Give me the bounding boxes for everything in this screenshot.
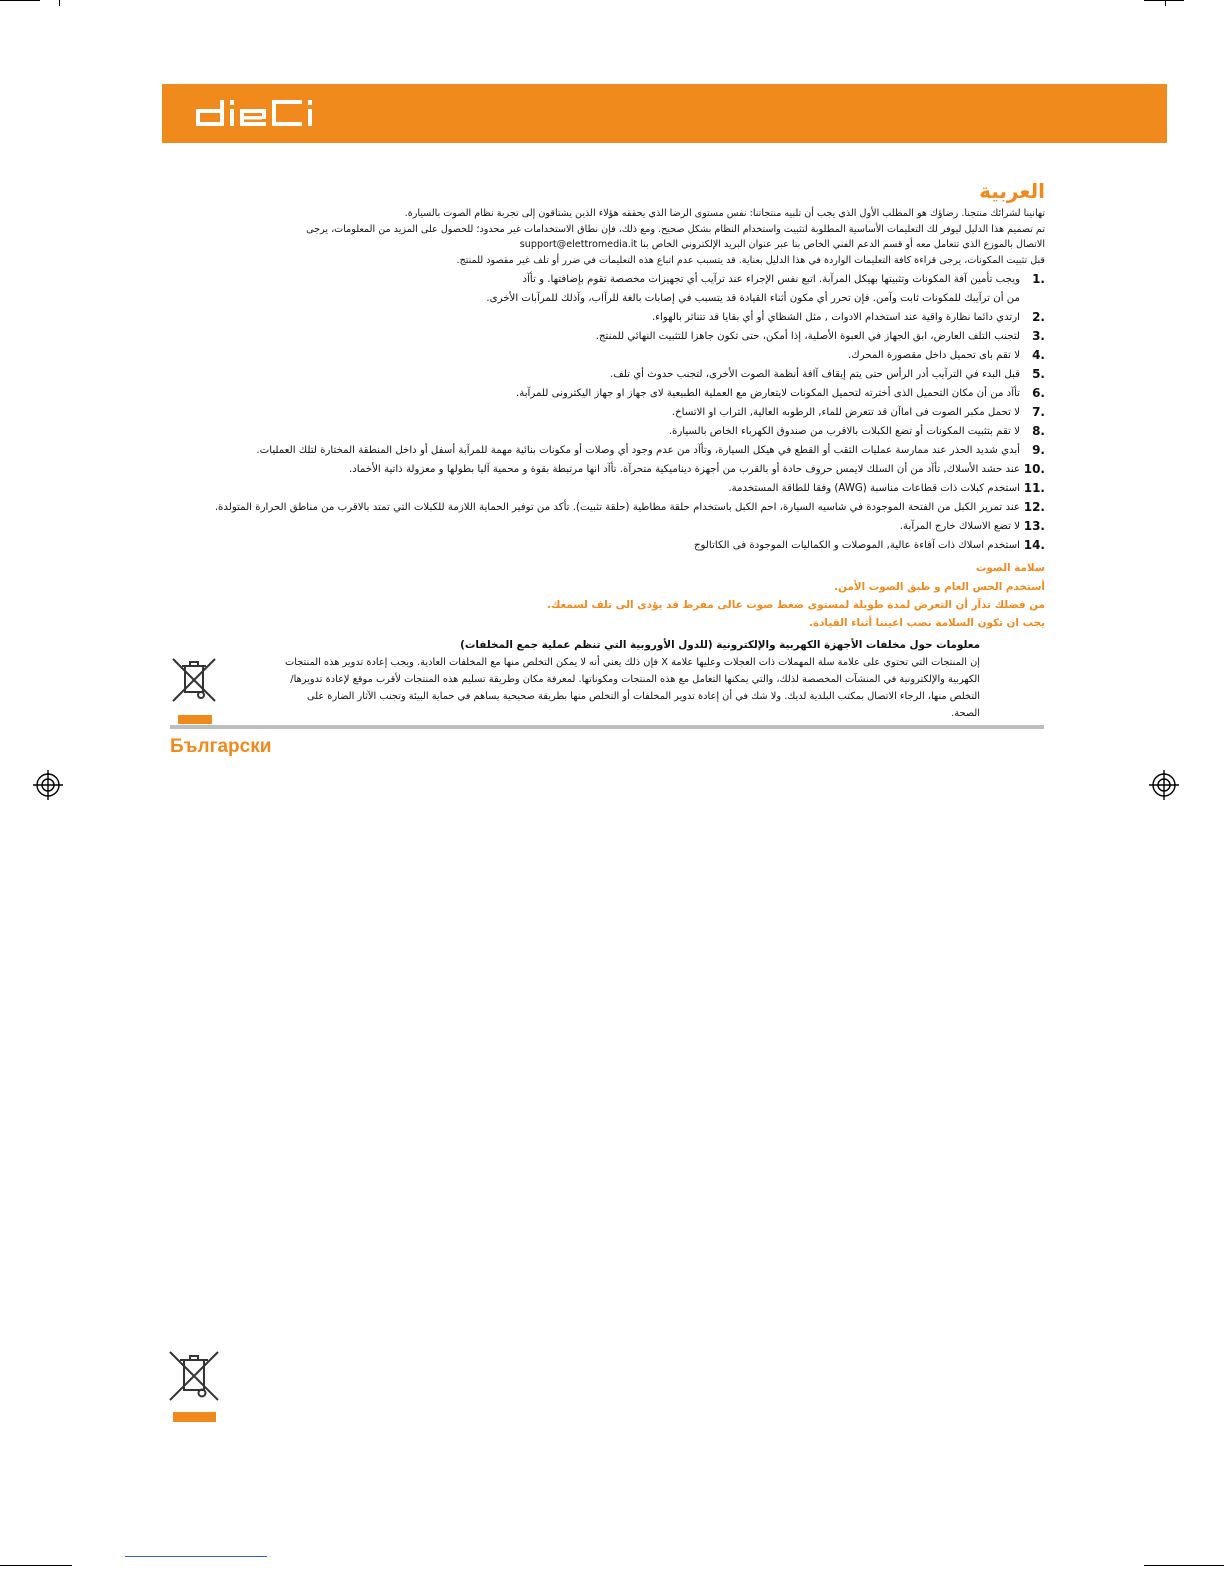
step-number: 2. [1032,310,1045,325]
crop-mark [1144,1565,1224,1566]
step-text: استخدم اسلاك ذات آفاءة عالية, الموصلات و الكماليات الموجودة فى الكاتالوج [693,540,1020,552]
list-item [170,460,1045,479]
step-text: عند حشد الأسلاك, تأآد من أن السلك لايمس حروف حادة أو بالقرب من أجهزة ديناميكية متحرآة. تأآد انها مرتبطة بقوة و محمية آليا بطولها و معزولة ذاتية الأخماد. [349,464,1020,476]
sound-safety-block [170,559,1045,632]
intro-line: قبل تثبيت المكونات، يرجى قراءة كافة التعليمات الواردة في هذا الدليل بعناية. قد يتسبب عدم اتباع هذه التعليمات في ضرر أو تلف غير مقصود للمنتج. [456,254,1045,266]
crossed-out-wheelie-bin-icon [168,1350,222,1424]
step-text: عند تمرير الكبل من الفتحة الموجودة في شاسيه السيارة، احم الكبل باستخدام حلقة مطاطية (حلقة تثبيت). تأكد من توفير الحماية اللازمة للكبلات التي تمتد بالاقرب من مناطق الحرارة المتولدة. [214,502,1020,514]
list-item [170,346,1045,365]
dieci-logo [196,98,328,128]
weee-line: الكهربية والإلكترونية في المنشآت المخصصة لذلك، والتي يمكنها التعامل مع هذه المنتجات ومكوناتها. لمعرفة مكان وطريقة تسليم هذه المنتجات لأقرب موقع لإعادة تدويرها/ [290,673,980,685]
intro-line: تم تصميم هذا الدليل ليوفر لك التعليمات الأساسية المطلوبة لتثبيت واستخدام النظام بشكل صحيح. ومع ذلك، فإن نطاق الاستخدامات غير محدود؛ للحصول على المزيد من المعلومات، يرجى [306,223,1045,235]
sound-safety-line: أستخدم الحس العام و طبق الصوت الأمن. [834,580,1045,593]
crossed-out-wheelie-bin-icon [170,655,220,727]
step-text: قبل البدء في الترآيب أدر الرأس حتى يتم إيقاف آافة أنظمة الصوت الأخرى، لتجنب حدوث أي تلف. [609,369,1020,381]
step-number: 11. [1023,481,1045,496]
step-number: 7. [1032,405,1045,420]
step-text: تأآد من أن مكان التحميل الذى أخترته لتحميل المكونات لايتعارض مع العملية الطبيعية لاى جهاز او جهاز اليكترونى للمرآبة. [516,388,1020,400]
crop-mark [1144,0,1184,1]
weee-line: التخلص منها، الرجاء الاتصال بمكتب البلدية لديك. ولا شك في أن إعادة تدوير المخلفات أو التخلص منها بطريقة صحيحية يساهم في حماية البيئة وتجنب الآثار الضارة على [306,690,980,702]
step-text: من أن ترآيبك للمكونات ثابت وآمن. فإن تحرر أي مكون أثناء القيادة قد يتسبب في إصابات بالغة للرآاب، وآذلك للمرآبات الأخرى. [486,293,1020,305]
step-number: 1. [1032,272,1045,287]
list-item [170,517,1045,536]
step-number: 12. [1023,500,1045,515]
footer-link-underline [125,1556,267,1557]
step-text: ويجب تأمين آفة المكونات وتثبيتها بهيكل المرآبة. اتبع نفس الإجراء عند ترآيب أي تجهيزات مخصصة تقوم بإضافتها. و تأآد [522,274,1020,286]
intro-paragraph [170,206,1045,268]
step-text: لا تحمل مكبر الصوت فى اماآن قد تتعرض للماء, الرطوبه العالية, التراب او الاتساخ. [671,407,1020,419]
list-item [170,479,1045,498]
step-number: 6. [1032,386,1045,401]
sound-safety-title: سلامة الصوت [975,562,1045,575]
intro-line: الاتصال بالموزع الذي تتعامل معه أو قسم الدعم الفني الخاص بنا عبر عنوان البريد الإلكتروني الخاص بنا support@elettromedia.it [519,239,1045,251]
list-item [170,403,1045,422]
weee-line: إن المنتجات التي تحتوي على علامة سلة المهملات ذات العجلات وعليها علامة X فإن ذلك يعني أنه لا يمكن التخلص منها مع المخلفات العادية. ويجب إعادة تدوير هذه المنتجات [285,656,980,668]
list-item [170,441,1045,460]
crop-mark [0,0,40,1]
list-item [170,327,1045,346]
crop-mark [1165,0,1166,6]
sound-safety-line: يجب ان تكون السلامة نصب اعيننا أثناء القيادة. [809,617,1045,630]
registration-mark-icon [1149,770,1179,800]
list-item [170,308,1045,327]
list-item [170,384,1045,403]
step-number: 14. [1023,538,1045,553]
list-item [170,422,1045,441]
list-item [170,270,1045,308]
step-number: 10. [1023,462,1045,477]
installation-steps-list [170,270,1045,555]
step-text: استخدم كبلات ذات قطاعات مناسبة (AWG) وفقا للطاقة المستخدمة. [728,483,1020,495]
step-number: 5. [1032,367,1045,382]
weee-info-block [170,637,1045,722]
list-item [170,536,1045,555]
section-title-arabic: العربية [979,179,1045,203]
step-text: أبدي شديد الحذر عند ممارسة عمليات الثقب أو القطع في هيكل السيارة، وتأآد من عدم وجود أي وصلات أو مكونات بنائية مهمة للمرآبة أسفل أو داخل المنطقة المختارة لتلك العمليات. [256,445,1020,457]
step-number: 3. [1032,329,1045,344]
sound-safety-line: من فضلك تذآر أن التعرض لمدة طويلة لمستوى ضغط صوت عالى مفرط قد يؤدى الى تلف لسمعك. [546,598,1045,611]
step-number: 4. [1032,348,1045,363]
step-number: 8. [1032,424,1045,439]
weee-line: الصحة. [951,707,980,719]
list-item [170,365,1045,384]
step-text: لا تقم بتثبيت المكونات أو تضع الكبلات بالاقرب من صندوق الكهرباء الخاص بالسيارة. [668,426,1020,438]
intro-line: تهانينا لشرائك منتجنا. رضاؤك هو المطلب الأول الذي يجب أن تلبيه منتجاتنا: نفس مستوى الرضا الذي يحققه هؤلاء الذين يشتاقون إلى تجربة نظام الصوت بالسيارة. [404,208,1045,219]
crop-mark [0,1565,72,1566]
step-number: 13. [1023,519,1045,534]
registration-mark-icon [33,770,63,800]
weee-heading: معلومات حول مخلفات الأجهزة الكهربية والإلكترونية (للدول الأوروبية التي تنظم عملية جمع المخلفات) [460,638,980,651]
section-divider [170,725,1044,729]
step-text: لتجنب التلف العارض، ابق الجهاز في العبوة الأصلية، إذا أمكن، حتى تكون جاهزا للتثبيت النهائي للمنتج. [595,331,1020,343]
arabic-section [170,178,1045,722]
step-text: لا تضع الاسلاك خارج المرآبة. [899,521,1020,533]
weee-body [170,654,1045,722]
step-text: ارتدي دائما نظارة واقية عند استخدام الادوات , مثل الشظاي أو أي بقايا قد تتناثر بالهواء. [651,312,1020,324]
step-text: لا تقم باى تحميل داخل مقصورة المحرك. [847,350,1020,362]
list-item [170,498,1045,517]
crop-mark [59,0,60,6]
step-number: 9. [1032,443,1045,458]
header-bar [162,84,1167,143]
section-title-bulgarian: Български [170,736,272,757]
